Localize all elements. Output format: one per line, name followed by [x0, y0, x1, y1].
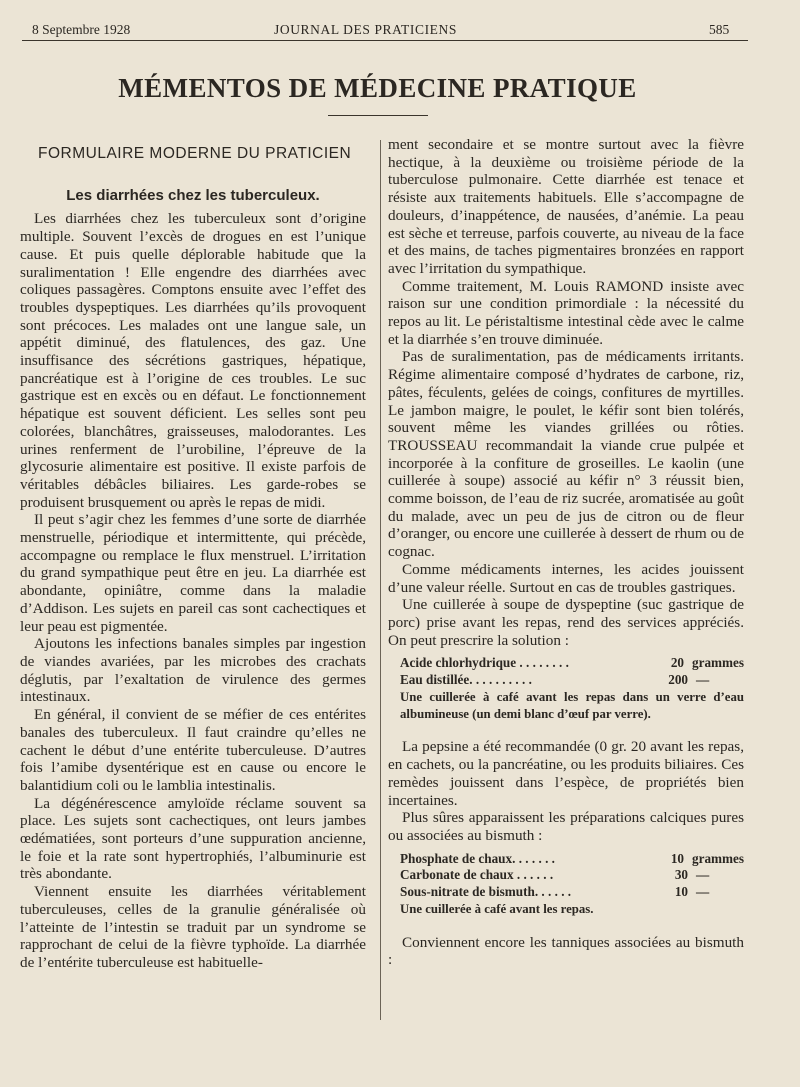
- prescription-row: [400, 655, 744, 672]
- article-title: Les diarrhées chez les tuberculeux.: [66, 186, 320, 204]
- quantity: 30: [674, 867, 688, 883]
- paragraph: Pas de suralimentation, pas de médicaments irritants. Régime alimentaire composé d’hydrates de carbone, riz, pâtes, féculents, gelées de coings, confitures de myrtilles. Le jambon maigre, le poulet, le kéfir sont bien tolérés, souvent même les viandes grillées ou rôties. TROUSSEAU recommandait la viande crue pulpée et incorporée à la confiture de groseilles. Le kaolin (une cuillerée à soupe) associé au kéfir n° 3 réussit bien, comme boisson, de l’eau de riz sucrée, aromatisée au goût du malade, avec un peu de jus de citron ou de fleur d’oranger, ou encore une cuillerée à dessert de rhum ou de cognac.: [388, 348, 744, 561]
- spacer: [388, 726, 744, 738]
- paragraph: La dégénérescence amyloïde réclame souvent sa place. Les sujets sont cachectiques, ont leurs jambes œdématiées, sont porteurs d’une suppuration ancienne, le foie et la rate sont hypertrophiés, l’albuminurie est très abondante.: [20, 794, 366, 883]
- unit: grammes: [692, 655, 744, 671]
- right-column: [388, 136, 744, 969]
- prescription-1: [400, 655, 744, 722]
- header-date: 8 Septembre 1928: [32, 22, 131, 37]
- unit: —: [696, 671, 710, 687]
- ingredient: Eau distillée. . . . . . . . . .: [400, 671, 532, 687]
- paragraph: Comme médicaments internes, les acides jouissent d’une valeur réelle. Surtout en cas de troubles gastriques.: [388, 560, 744, 596]
- paragraph: La pepsine a été recommandée (0 gr. 20 avant les repas, en cachets, ou la pancréatine, ou les produits biliaires. Ces remèdes jouissent dans l’espèce, de propriétés bien incertaines.: [388, 738, 744, 809]
- header-rule: [22, 40, 748, 41]
- spacer: [388, 922, 744, 934]
- paragraph: Comme traitement, M. Louis RAMOND insiste avec raison sur une condition primordiale : la nécessité du repos au lit. Le péristaltisme intestinal cède avec le calme et la diarrhée s’en trouve diminuée.: [388, 277, 744, 348]
- prescription-note: Une cuillerée à café avant les repas dans un verre d’eau albumineuse (un demi blanc d’œuf par verre).: [400, 690, 744, 721]
- header-journal: JOURNAL DES PRATICIENS: [274, 22, 457, 37]
- ingredient: Carbonate de chaux . . . . . .: [400, 867, 554, 883]
- unit: —: [696, 867, 710, 883]
- paragraph: En général, il convient de se méfier de ces entérites banales des tuberculeux. Il faut craindre qu’elles ne cachent le début d’une entérite tuberculeuse. D’autres fois l’amibe dysentérique est en cause ou encore le balantidium coli ou le lamblia intestinalis.: [20, 706, 366, 794]
- paragraph: Viennent ensuite les diarrhées véritablement tuberculeuses, celles de la granulie généralisée où l’atteinte de l’intestin se traduit par un syndrome se rapprochant de celui de la fièvre typhoïde. La diarrhée de l’entérite tuberculeuse est habituelle-: [20, 883, 366, 971]
- unit: grammes: [692, 850, 744, 866]
- ingredient: Phosphate de chaux. . . . . . .: [400, 850, 555, 866]
- paragraph-continued: ment secondaire et se montre surtout avec la fièvre hectique, à la deuxième ou troisième période de la tuberculose pulmonaire. Cette diarrhée est tenace et résiste aux traitements habituels. Elle s’accompagne de douleurs, d’inappétence, de nausées, d’anémie. La peau est sèche et terreuse, parfois couverte, au niveau de la face et des mains, de taches pigmentaires bronzées en rapport avec l’irritation du sympathique.: [388, 136, 744, 277]
- running-header: [0, 22, 800, 40]
- paragraph: Une cuillerée à soupe de dyspeptine (suc gastrique de porc) prise avant les repas, rend des services appréciés. On peut prescrire la solution :: [388, 596, 744, 649]
- prescription-2: [400, 851, 744, 918]
- paragraph: Ajoutons les infections banales simples par ingestion de viandes avariées, par les microbes des crachats déglutis, par l’exaltation de virulence des germes intestinaux.: [20, 635, 366, 706]
- ingredient: Sous-nitrate de bismuth. . . . . .: [400, 883, 572, 899]
- paragraph: Conviennent encore les tanniques associées au bismuth :: [388, 933, 744, 969]
- prescription-note: Une cuillerée à café avant les repas.: [400, 902, 594, 917]
- paragraph: Il peut s’agir chez les femmes d’une sorte de diarrhée menstruelle, périodique et intermittente, qui précède, accompagne ou remplace le flux menstruel. L’irritation du grand sympathique peut être en jeu. La diarrhée est abondante, opiniâtre, comme dans la maladie d’Addison. Les sujets en pareil cas sont cachectiques et leur peau est pigmentée.: [20, 511, 366, 635]
- paragraph: Plus sûres apparaissent les préparations calciques pures ou associées au bismuth :: [388, 809, 744, 844]
- page-title: MÉMENTOS DE MÉDECINE PRATIQUE: [118, 73, 637, 103]
- ingredient: Acide chlorhydrique . . . . . . . .: [400, 655, 569, 671]
- quantity: 20: [670, 655, 684, 671]
- header-page-number: 585: [709, 22, 730, 37]
- section-heading: FORMULAIRE MODERNE DU PRATICIEN: [38, 145, 352, 162]
- prescription-row: [400, 884, 744, 901]
- prescription-row: [400, 672, 744, 689]
- paragraph: Les diarrhées chez les tuberculeux sont d’origine multiple. Souvent l’excès de drogues en est l’unique cause. Et puis quelle déplorable habitude que la suralimentation ! Elle engendre des diarrhées avec coliques passagères. Comptons ensuite avec l’effet des troubles dyspeptiques. Les diarrhées qu’ils provoquent sont précoces. Les malades ont une langue sale, un appétit diminué, des flatulences, des gaz. Une insuffisance des sécrétions gastriques, hépatique, pancréatique est à l’origine de ces troubles. Le suc gastrique est en excès ou en défaut. Le fonctionnement hépatique est souvent déficient. Les selles sont peu colorées, blanchâtres, graisseuses, malodorantes. Les urines renferment de l’urobiline, l’épreuve de la glycosurie alimentaire est positive. Il existe parfois de véritables débâcles biliaires. Les garde-robes se produisent brusquement ou après le repas de midi.: [20, 210, 366, 511]
- quantity: 10: [670, 850, 684, 866]
- column-rule: [380, 140, 381, 1020]
- prescription-row: [400, 867, 744, 884]
- title-rule: [328, 115, 428, 116]
- quantity: 10: [674, 883, 688, 899]
- quantity: 200: [668, 671, 688, 687]
- unit: —: [696, 883, 710, 899]
- left-column: [20, 145, 366, 972]
- prescription-row: [400, 851, 744, 868]
